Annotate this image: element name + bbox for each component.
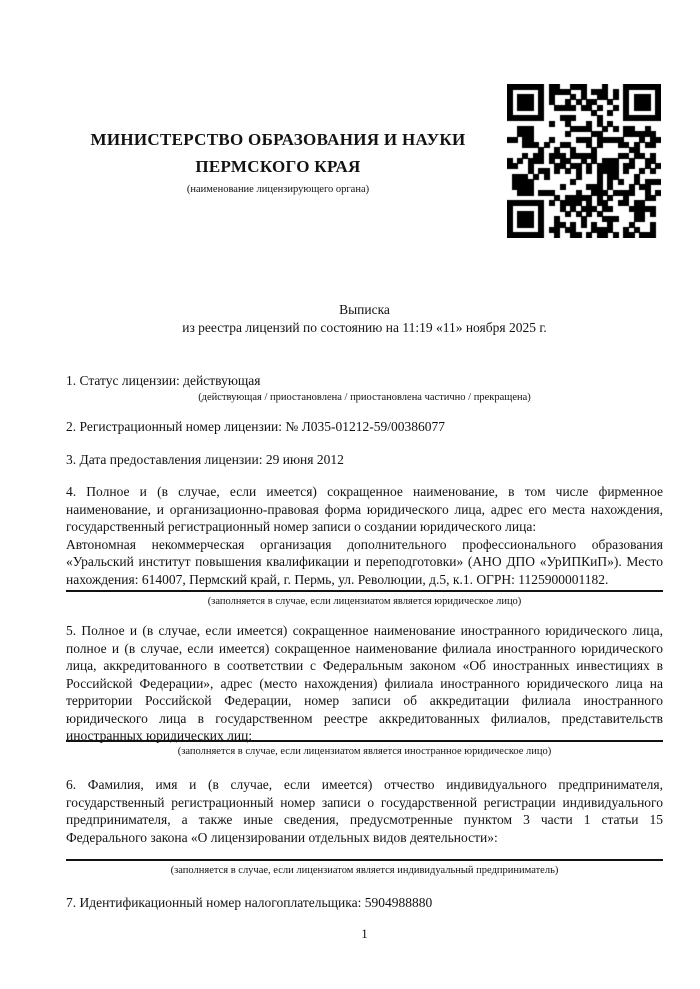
item-legal-entity (66, 483, 663, 588)
ministry-header (66, 126, 490, 196)
item-grant-date: 3. Дата предоставления лицензии: 29 июня 2012 (66, 452, 344, 467)
item-license-status-note: (действующая / приостановлена / приостановлена частично / прекращена) (198, 392, 531, 403)
item-foreign-entity-text: 5. Полное и (в случае, если имеется) сокращенное наименование иностранного юридического лица, полное и (в случае, если имеется) сокращенное наименование филиала иностранного юридического лица, аккредитованного в соответствии с Федеральным законом «Об иностранных инвестициях в Российской Федерации», адрес (место нахождения) филиала иностранного юридического лица на территории Российской Федерации, номер записи об аккредитации филиала иностранного юридического лица в государственном реестре аккредитованных филиалов, представительств иностранных юридических лиц: (66, 623, 663, 743)
item-foreign-entity (66, 622, 663, 745)
ministry-caption: (наименование лицензирующего органа) (186, 184, 370, 195)
page-number: 1 (361, 926, 368, 941)
qr-code-icon (507, 84, 661, 238)
item-legal-entity-text: 4. Полное и (в случае, если имеется) сокращенное наименование, в том числе фирменное наименование, и организационно-правовая форма юридического лица, адрес его места нахождения, государственный регистрационный номер записи о создании юридического лица: (66, 484, 663, 534)
item-individual-entrepreneur (66, 776, 663, 846)
item-legal-entity-note: (заполняется в случае, если лицензиатом является юридическое лицо) (66, 590, 663, 608)
item-individual-entrepreneur-text: 6. Фамилия, имя и (в случае, если имеется) отчество индивидуального предпринимателя, государственный регистрационный номер записи о государственной регистрации индивидуального предпринимателя, а также иные сведения, предусмотренные пунктом 3 части 1 статьи 15 Федерального закона «О лицензировании отдельных видов деятельности»: (66, 777, 663, 845)
ministry-name: МИНИСТЕРСТВО ОБРАЗОВАНИЯ И НАУКИ ПЕРМСКОГО КРАЯ (90, 130, 466, 176)
item-legal-entity-value: Автономная некоммерческая организация дополнительного профессионального образования «Уральский институт повышения квалификации и переподготовки» (АНО ДПО «УрИПКиП»). Место нахождения: 614007, Пермский край, г. Пермь, ул. Революции, д.5, к.1. ОГРН: 1125900001182. (66, 536, 663, 587)
item-license-status: 1. Статус лицензии: действующая (66, 373, 261, 388)
item-individual-entrepreneur-note: (заполняется в случае, если лицензиатом является индивидуальный предприниматель) (66, 859, 663, 877)
item-foreign-entity-note: (заполняется в случае, если лицензиатом является иностранное юридическое лицо) (66, 740, 663, 758)
doc-title-block (66, 301, 663, 337)
doc-subtitle: из реестра лицензий по состоянию на 11:19 «11» ноября 2025 г. (182, 320, 547, 335)
item-registration-number: 2. Регистрационный номер лицензии: № Л035-01212-59/00386077 (66, 419, 446, 434)
item-taxpayer-number: 7. Идентификационный номер налогоплательщика: 5904988880 (66, 895, 433, 910)
doc-title: Выписка (339, 302, 390, 317)
